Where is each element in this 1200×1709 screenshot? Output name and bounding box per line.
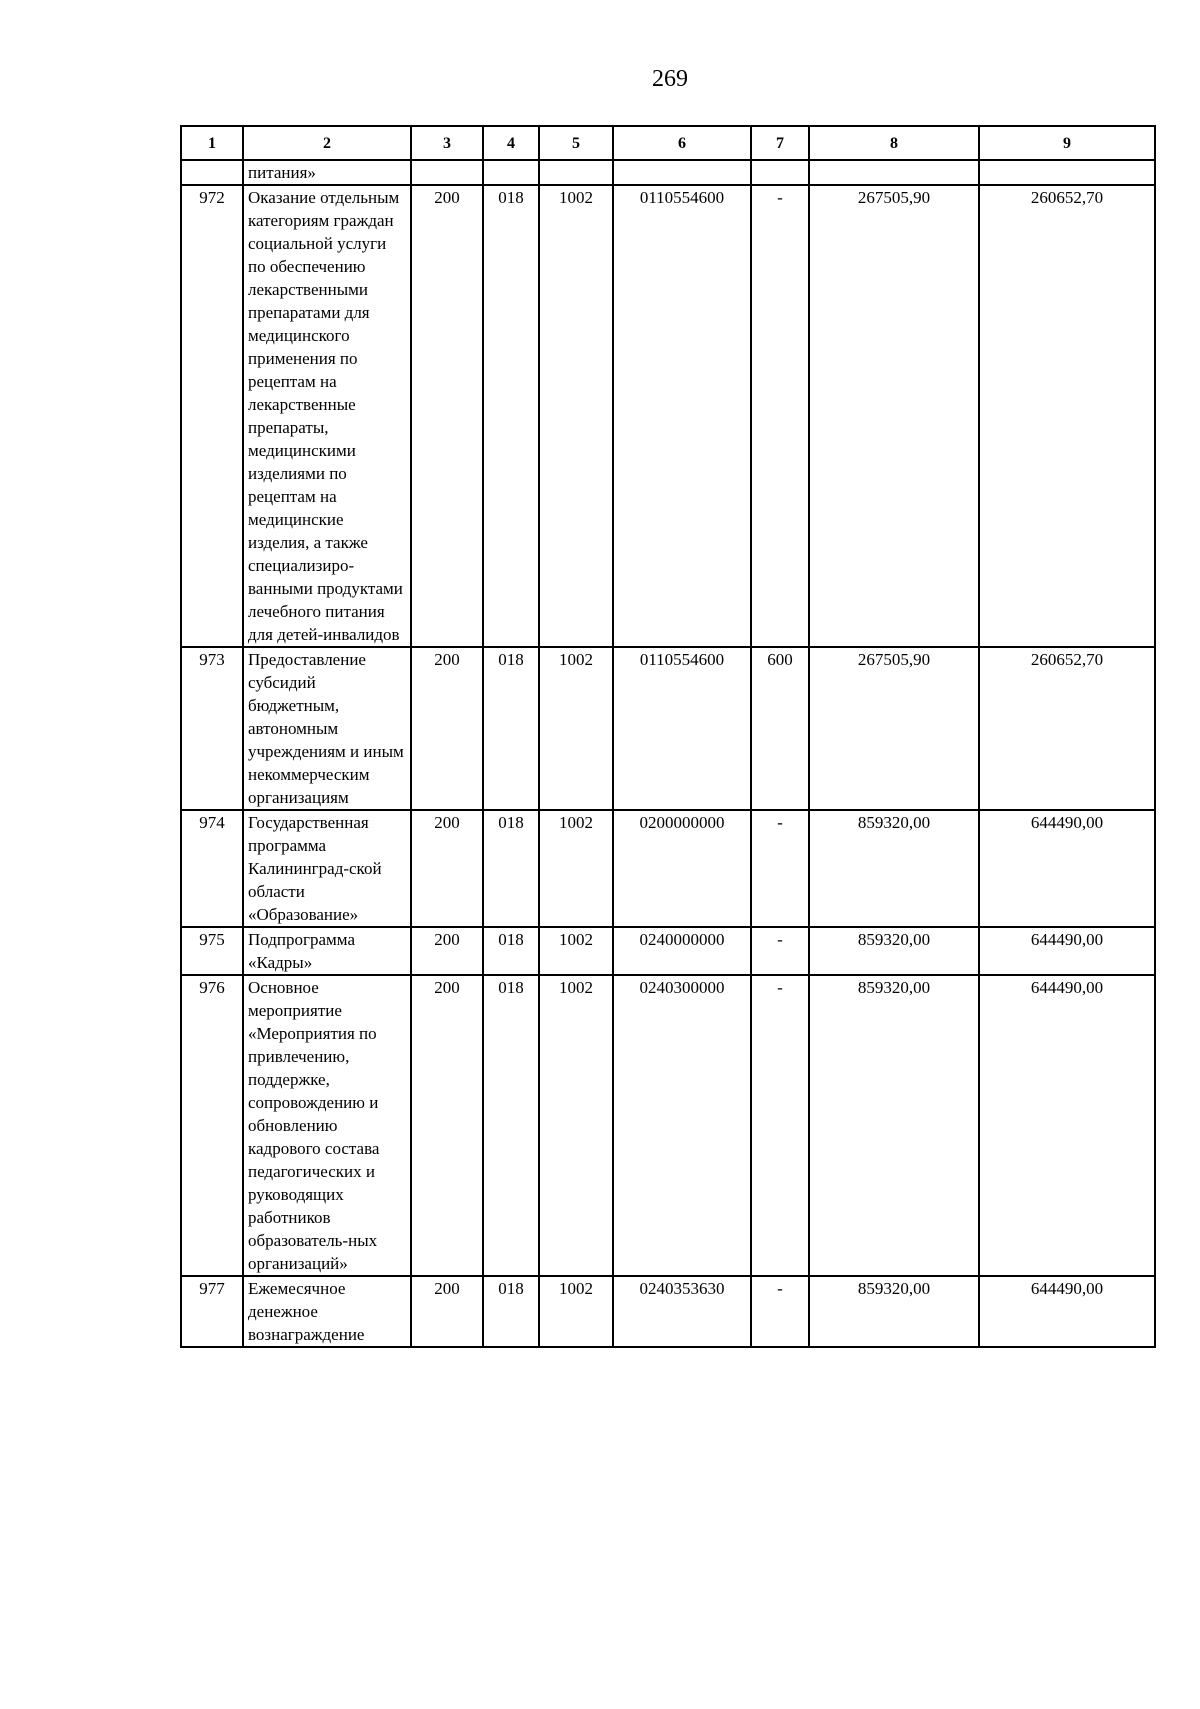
cell-col8: 267505,90 <box>809 185 979 647</box>
cell-col6: 0110554600 <box>613 185 751 647</box>
continuation-name: питания» <box>243 160 411 185</box>
cell-col3: 200 <box>411 185 483 647</box>
cell-col3: 200 <box>411 1276 483 1347</box>
cell-col3: 200 <box>411 810 483 927</box>
cell-col7: - <box>751 927 809 975</box>
cell-empty <box>483 160 539 185</box>
cell-col7: 600 <box>751 647 809 810</box>
header-col-9: 9 <box>979 126 1155 160</box>
row-name: Государственная программа Калининград-ской области «Образование» <box>243 810 411 927</box>
cell-col4: 018 <box>483 185 539 647</box>
cell-empty <box>979 160 1155 185</box>
row-name: Подпрограмма «Кадры» <box>243 927 411 975</box>
table-row <box>181 185 1155 647</box>
header-col-6: 6 <box>613 126 751 160</box>
header-col-2: 2 <box>243 126 411 160</box>
table-row <box>181 647 1155 810</box>
cell-col6: 0240000000 <box>613 927 751 975</box>
cell-empty <box>751 160 809 185</box>
cell-col9: 260652,70 <box>979 647 1155 810</box>
cell-col7: - <box>751 975 809 1276</box>
cell-col3: 200 <box>411 647 483 810</box>
cell-col3: 200 <box>411 927 483 975</box>
cell-col8: 267505,90 <box>809 647 979 810</box>
table-row <box>181 810 1155 927</box>
cell-col8: 859320,00 <box>809 975 979 1276</box>
cell-col6: 0240300000 <box>613 975 751 1276</box>
row-number: 972 <box>181 185 243 647</box>
cell-col6: 0200000000 <box>613 810 751 927</box>
cell-col7: - <box>751 810 809 927</box>
cell-col5: 1002 <box>539 1276 613 1347</box>
cell-col5: 1002 <box>539 810 613 927</box>
row-name: Ежемесячное денежное вознаграждение <box>243 1276 411 1347</box>
header-col-5: 5 <box>539 126 613 160</box>
row-number: 977 <box>181 1276 243 1347</box>
header-col-1: 1 <box>181 126 243 160</box>
cell-col5: 1002 <box>539 185 613 647</box>
cell-col6: 0110554600 <box>613 647 751 810</box>
row-number: 974 <box>181 810 243 927</box>
cell-col3: 200 <box>411 975 483 1276</box>
cell-empty <box>613 160 751 185</box>
cell-col4: 018 <box>483 647 539 810</box>
row-name: Оказание отдельным категориям граждан социальной услуги по обеспечению лекарственными препаратами для медицинского применения по рецептам на лекарственные препараты, медицинскими изделиями по рецептам на медицинские изделия, а также специализиро-ванными продуктами лечебного питания для детей-инвалидов <box>243 185 411 647</box>
cell-col4: 018 <box>483 975 539 1276</box>
header-col-8: 8 <box>809 126 979 160</box>
cell-col4: 018 <box>483 927 539 975</box>
header-col-7: 7 <box>751 126 809 160</box>
table-row <box>181 927 1155 975</box>
cell-col9: 260652,70 <box>979 185 1155 647</box>
header-col-3: 3 <box>411 126 483 160</box>
cell-empty <box>181 160 243 185</box>
row-number: 975 <box>181 927 243 975</box>
cell-col4: 018 <box>483 1276 539 1347</box>
header-row <box>181 126 1155 160</box>
page-number: 269 <box>652 66 688 92</box>
cell-col5: 1002 <box>539 647 613 810</box>
cell-col9: 644490,00 <box>979 1276 1155 1347</box>
cell-col5: 1002 <box>539 927 613 975</box>
header-col-4: 4 <box>483 126 539 160</box>
table-row <box>181 975 1155 1276</box>
cell-col8: 859320,00 <box>809 1276 979 1347</box>
cell-empty <box>411 160 483 185</box>
cell-col5: 1002 <box>539 975 613 1276</box>
cell-col8: 859320,00 <box>809 810 979 927</box>
cell-col7: - <box>751 1276 809 1347</box>
cell-col9: 644490,00 <box>979 927 1155 975</box>
budget-table <box>180 125 1156 1348</box>
cell-col8: 859320,00 <box>809 927 979 975</box>
row-name: Предоставление субсидий бюджетным, автономным учреждениям и иным некоммерческим организациям <box>243 647 411 810</box>
cell-empty <box>539 160 613 185</box>
table-row <box>181 1276 1155 1347</box>
cell-col9: 644490,00 <box>979 975 1155 1276</box>
cell-col4: 018 <box>483 810 539 927</box>
cell-col6: 0240353630 <box>613 1276 751 1347</box>
cell-col9: 644490,00 <box>979 810 1155 927</box>
row-number: 976 <box>181 975 243 1276</box>
row-number: 973 <box>181 647 243 810</box>
cell-empty <box>809 160 979 185</box>
cell-col7: - <box>751 185 809 647</box>
continuation-row <box>181 160 1155 185</box>
row-name: Основное мероприятие «Мероприятия по привлечению, поддержке, сопровождению и обновлению кадрового состава педагогических и руководящих работников образователь-ных организаций» <box>243 975 411 1276</box>
